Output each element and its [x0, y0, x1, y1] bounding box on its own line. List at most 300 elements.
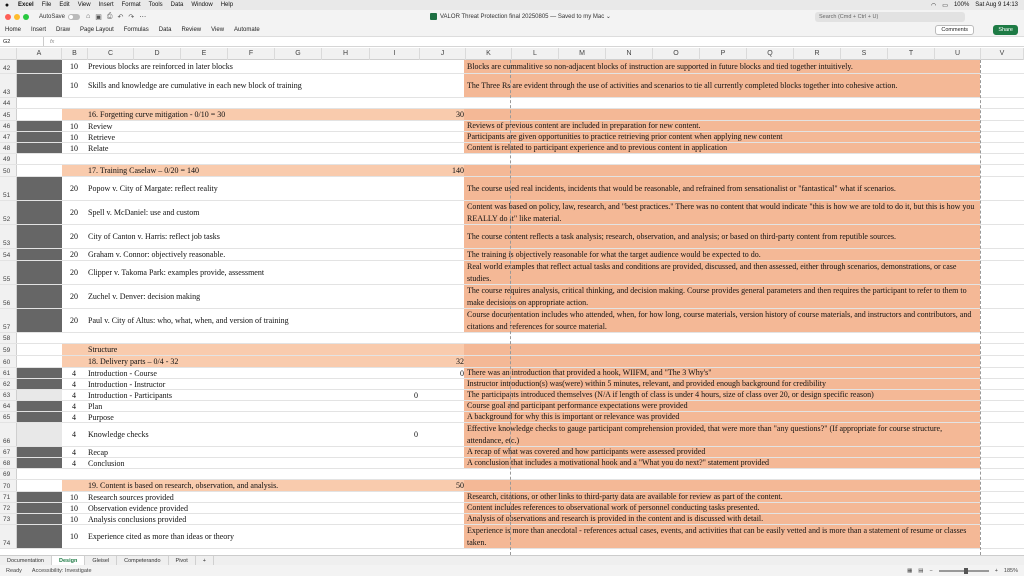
total-cell[interactable]: 0: [460, 368, 464, 378]
name-box[interactable]: G2: [0, 37, 44, 46]
description-cell[interactable]: Content is related to participant experience and to previous content in application: [467, 143, 728, 153]
points-cell[interactable]: 20: [70, 316, 78, 325]
criteria-cell[interactable]: Introduction - Participants: [88, 390, 172, 400]
row-number[interactable]: 63: [0, 390, 17, 400]
points-cell[interactable]: 10: [70, 492, 78, 502]
column-a-fill[interactable]: [17, 503, 62, 513]
column-a-fill[interactable]: [17, 177, 62, 200]
score-cell[interactable]: [370, 60, 418, 73]
column-a-fill[interactable]: [17, 368, 62, 378]
column-header-d[interactable]: D: [134, 48, 181, 60]
column-header-m[interactable]: M: [559, 48, 606, 60]
score-cell[interactable]: [370, 480, 418, 491]
column-header-e[interactable]: E: [181, 48, 228, 60]
total-cell[interactable]: [420, 525, 464, 548]
score-cell[interactable]: [370, 285, 418, 308]
criteria-cell[interactable]: Retrieve: [88, 132, 116, 142]
points-cell[interactable]: 4: [72, 412, 76, 422]
criteria-cell[interactable]: 18. Delivery parts – 0/4 - 32: [88, 357, 179, 366]
redo-icon[interactable]: ↷: [128, 14, 135, 21]
points-cell[interactable]: 4: [72, 447, 76, 457]
total-cell[interactable]: [420, 423, 464, 446]
criteria-cell[interactable]: Introduction - Course: [88, 368, 157, 378]
points-cell[interactable]: 4: [72, 368, 76, 378]
sheet-tab-documentation[interactable]: Documentation: [0, 556, 52, 566]
column-a-fill[interactable]: [17, 225, 62, 248]
total-cell[interactable]: [420, 333, 464, 343]
minimize-window-button[interactable]: [14, 14, 20, 20]
criteria-cell[interactable]: [88, 154, 368, 164]
column-header-n[interactable]: N: [606, 48, 653, 60]
document-title[interactable]: [430, 13, 611, 20]
column-a-fill[interactable]: [17, 201, 62, 224]
total-cell[interactable]: [420, 458, 464, 468]
close-window-button[interactable]: [5, 14, 11, 20]
total-cell[interactable]: [420, 379, 464, 389]
points-cell[interactable]: 10: [70, 121, 78, 131]
column-headers: [0, 48, 1024, 60]
add-sheet-button[interactable]: +: [196, 556, 214, 566]
column-header-k[interactable]: K: [466, 48, 512, 60]
description-cell[interactable]: [466, 469, 980, 479]
menu-view[interactable]: View: [77, 2, 91, 8]
description-cell[interactable]: Content includes references to observational work of personnel conducting tasks presented.: [467, 503, 760, 513]
row-number[interactable]: 51: [0, 177, 17, 200]
column-a-fill[interactable]: [17, 121, 62, 131]
score-cell[interactable]: [370, 333, 418, 343]
criteria-cell[interactable]: Experience cited as more than ideas or theory: [88, 532, 234, 541]
points-cell[interactable]: [62, 480, 86, 491]
sheet-tab-gleisel[interactable]: Gleisel: [85, 556, 117, 566]
column-header-s[interactable]: S: [841, 48, 888, 60]
total-cell[interactable]: [420, 492, 464, 502]
criteria-cell[interactable]: Purpose: [88, 412, 114, 422]
points-cell[interactable]: [62, 469, 86, 479]
row-number[interactable]: 61: [0, 368, 17, 378]
score-cell[interactable]: [370, 309, 418, 332]
menu-data[interactable]: Data: [170, 2, 184, 8]
total-cell[interactable]: [420, 514, 464, 524]
score-cell[interactable]: [370, 121, 418, 131]
row-number[interactable]: 57: [0, 309, 17, 332]
autosave-control[interactable]: [39, 14, 80, 20]
score-cell[interactable]: [370, 154, 418, 164]
points-cell[interactable]: [62, 344, 86, 355]
total-cell[interactable]: [420, 469, 464, 479]
share-button[interactable]: Share: [993, 25, 1018, 35]
criteria-cell[interactable]: City of Canton v. Harris: reflect job tasks: [88, 232, 220, 241]
column-a-fill[interactable]: [17, 285, 62, 308]
row-number[interactable]: 65: [0, 412, 17, 422]
total-cell[interactable]: [420, 261, 464, 284]
description-cell[interactable]: There was an introduction that provided a hook, WIIFM, and "The 3 Why's": [467, 368, 712, 378]
score-cell[interactable]: 0: [414, 390, 418, 400]
criteria-cell[interactable]: [88, 98, 368, 108]
points-cell[interactable]: 10: [70, 62, 78, 71]
points-cell[interactable]: 20: [70, 232, 78, 241]
menu-edit[interactable]: Edit: [59, 2, 70, 8]
description-cell[interactable]: Content was based on policy, law, research, and "best practices." There was no content that would indicate "this is how we are told to do it, but this is how you REALLY do it" like material.: [467, 202, 975, 223]
menu-tools[interactable]: Tools: [148, 2, 163, 8]
page-layout-view-icon[interactable]: ▤: [918, 567, 924, 574]
total-cell[interactable]: [420, 225, 464, 248]
undo-icon[interactable]: ↶: [117, 14, 124, 21]
row-number[interactable]: 45: [0, 109, 17, 120]
column-a-fill[interactable]: [17, 261, 62, 284]
column-header-q[interactable]: Q: [747, 48, 794, 60]
column-a-fill[interactable]: [17, 525, 62, 548]
row-number[interactable]: 53: [0, 225, 17, 248]
total-cell[interactable]: [420, 309, 464, 332]
tab-insert[interactable]: Insert: [31, 27, 47, 33]
points-cell[interactable]: [62, 154, 86, 164]
score-cell[interactable]: [370, 492, 418, 502]
tab-review[interactable]: Review: [181, 27, 202, 33]
total-cell[interactable]: [420, 447, 464, 457]
criteria-cell[interactable]: Clipper v. Takoma Park: examples provide, assessment: [88, 268, 265, 277]
description-cell[interactable]: The participants introduced themselves (N/A if length of class is under 4 hours, size of class over 20, or design specific reason): [467, 390, 874, 400]
criteria-cell[interactable]: Knowledge checks: [88, 430, 149, 439]
row-number[interactable]: 73: [0, 514, 17, 524]
description-cell[interactable]: Course documentation includes who attended, when, for how long, course materials, version history of course materials, and instructors and contributors, and citations and references for source material.: [467, 310, 972, 331]
score-cell[interactable]: [370, 201, 418, 224]
tab-home[interactable]: Home: [5, 27, 22, 33]
column-a-fill[interactable]: [17, 514, 62, 524]
description-cell[interactable]: A recap of what was covered and how participants were assessed provided: [467, 447, 706, 457]
column-a-fill[interactable]: [17, 423, 62, 446]
comments-button[interactable]: Comments: [935, 25, 974, 35]
column-a-fill[interactable]: [17, 458, 62, 468]
total-cell[interactable]: [420, 121, 464, 131]
total-cell[interactable]: [420, 154, 464, 164]
total-cell[interactable]: [420, 285, 464, 308]
criteria-cell[interactable]: 16. Forgetting curve mitigation - 0/10 = 30: [88, 110, 226, 119]
row-number[interactable]: 71: [0, 492, 17, 502]
column-header-l[interactable]: L: [512, 48, 559, 60]
clock[interactable]: Sat Aug 9 14:13: [975, 2, 1018, 8]
menu-format[interactable]: Format: [121, 2, 141, 8]
column-a-fill[interactable]: [17, 401, 62, 411]
criteria-cell[interactable]: Skills and knowledge are cumulative in each new block of training: [88, 81, 302, 90]
row-number[interactable]: 55: [0, 261, 17, 284]
tab-page-layout[interactable]: Page Layout: [80, 27, 114, 33]
row-number[interactable]: 59: [0, 344, 17, 355]
score-cell[interactable]: [370, 458, 418, 468]
score-cell[interactable]: 0: [414, 430, 418, 439]
column-header-o[interactable]: O: [653, 48, 700, 60]
sheet-tab-pivot[interactable]: Pivot: [169, 556, 196, 566]
column-header-i[interactable]: I: [370, 48, 420, 60]
total-cell[interactable]: 30: [456, 110, 464, 119]
tab-automate[interactable]: Automate: [234, 27, 260, 33]
column-header-p[interactable]: P: [700, 48, 747, 60]
total-cell[interactable]: [420, 401, 464, 411]
row-number[interactable]: 60: [0, 356, 17, 367]
criteria-cell[interactable]: Structure: [88, 345, 118, 354]
row-number[interactable]: 54: [0, 249, 17, 260]
column-header-h[interactable]: H: [322, 48, 370, 60]
tab-data[interactable]: Data: [158, 27, 172, 33]
column-header-t[interactable]: T: [888, 48, 935, 60]
column-header-a[interactable]: A: [17, 48, 62, 60]
points-cell[interactable]: 10: [70, 532, 78, 541]
row-number[interactable]: 68: [0, 458, 17, 468]
tab-draw[interactable]: Draw: [56, 27, 71, 33]
points-cell[interactable]: 20: [70, 250, 78, 259]
criteria-cell[interactable]: [88, 333, 368, 343]
score-cell[interactable]: [370, 525, 418, 548]
column-a-fill[interactable]: [17, 132, 62, 142]
menu-insert[interactable]: Insert: [98, 2, 114, 8]
total-cell[interactable]: [420, 412, 464, 422]
criteria-cell[interactable]: Zuchel v. Denver: decision making: [88, 292, 201, 301]
criteria-cell[interactable]: Popow v. City of Margate: reflect reality: [88, 184, 218, 193]
total-cell[interactable]: [420, 60, 464, 73]
column-header-g[interactable]: G: [275, 48, 322, 60]
score-cell[interactable]: [370, 109, 418, 120]
points-cell[interactable]: 20: [70, 184, 78, 193]
column-header-c[interactable]: C: [88, 48, 134, 60]
zoom-in-icon[interactable]: +: [994, 567, 998, 574]
total-cell[interactable]: [420, 143, 464, 153]
score-cell[interactable]: [370, 514, 418, 524]
criteria-cell[interactable]: Research sources provided: [88, 492, 174, 502]
total-cell[interactable]: [420, 74, 464, 97]
description-cell[interactable]: The course used real incidents, incidents that would be reasonable, and refrained from sensationalist or "fantastical" what if scenarios.: [467, 183, 896, 193]
score-cell[interactable]: [370, 98, 418, 108]
sheet-tab-design[interactable]: Design: [52, 556, 85, 566]
accessibility-status[interactable]: Accessibility: Investigate: [31, 567, 92, 574]
criteria-cell[interactable]: Analysis conclusions provided: [88, 514, 187, 524]
row-number[interactable]: 56: [0, 285, 17, 308]
total-cell[interactable]: [420, 201, 464, 224]
zoom-out-icon[interactable]: −: [929, 567, 933, 574]
fx-icon[interactable]: fx: [50, 38, 55, 45]
description-cell[interactable]: Instructor introduction(s) was(were) within 5 minutes, relevant, and provided enough background for credibility: [467, 379, 827, 389]
column-a-fill[interactable]: [17, 249, 62, 260]
score-cell[interactable]: [370, 165, 418, 176]
select-all-corner[interactable]: [0, 48, 17, 60]
row-number[interactable]: 72: [0, 503, 17, 513]
column-header-r[interactable]: R: [794, 48, 841, 60]
criteria-cell[interactable]: Review: [88, 121, 113, 131]
total-cell[interactable]: 32: [456, 357, 464, 366]
row-number[interactable]: 67: [0, 447, 17, 457]
points-cell[interactable]: 10: [70, 81, 78, 90]
total-cell[interactable]: [420, 503, 464, 513]
apple-icon[interactable]: ●: [4, 1, 10, 9]
description-cell[interactable]: Participants are given opportunities to practice retrieving prior content when applying new content: [467, 132, 783, 142]
menu-window[interactable]: Window: [191, 2, 213, 8]
description-cell[interactable]: The course content reflects a task analysis; research, observation, and analysis; or based on third-party content from reputible sources.: [467, 231, 896, 241]
description-cell[interactable]: [466, 480, 980, 491]
criteria-cell[interactable]: [88, 469, 368, 479]
score-cell[interactable]: [370, 344, 418, 355]
description-cell[interactable]: Analysis of observations and research is provided in the content and is discussed with detail.: [467, 514, 764, 524]
column-header-v[interactable]: V: [981, 48, 1024, 60]
total-cell[interactable]: [420, 132, 464, 142]
criteria-cell[interactable]: Previous blocks are reinforced in later blocks: [88, 62, 233, 71]
criteria-cell[interactable]: Plan: [88, 401, 103, 411]
score-cell[interactable]: [370, 379, 418, 389]
total-cell[interactable]: [420, 98, 464, 108]
criteria-cell[interactable]: 17. Training Caselaw – 0/20 = 140: [88, 166, 199, 175]
criteria-cell[interactable]: Recap: [88, 447, 108, 457]
row-number[interactable]: 52: [0, 201, 17, 224]
column-header-u[interactable]: U: [935, 48, 981, 60]
row-number[interactable]: 58: [0, 333, 17, 343]
score-cell[interactable]: [370, 132, 418, 142]
points-cell[interactable]: 10: [70, 143, 78, 153]
column-a-fill[interactable]: [17, 379, 62, 389]
row-number[interactable]: 66: [0, 423, 17, 446]
criteria-cell[interactable]: Introduction - Instructor: [88, 379, 166, 389]
total-cell[interactable]: [420, 249, 464, 260]
points-cell[interactable]: 4: [72, 430, 76, 439]
battery-icon[interactable]: ▭: [942, 2, 948, 9]
points-cell[interactable]: 4: [72, 458, 76, 468]
row-number[interactable]: 74: [0, 525, 17, 548]
criteria-cell[interactable]: Paul v. City of Altus: who, what, when, and version of training: [88, 316, 289, 325]
criteria-cell[interactable]: Observation evidence provided: [88, 503, 188, 513]
column-a-fill[interactable]: [17, 60, 62, 73]
column-a-fill[interactable]: [17, 390, 62, 400]
table-row: [0, 121, 1024, 132]
column-a-fill[interactable]: [17, 492, 62, 502]
sheet-tab-competerando[interactable]: Competerando: [117, 556, 168, 566]
score-cell[interactable]: [370, 401, 418, 411]
normal-view-icon[interactable]: ▦: [907, 567, 913, 574]
points-cell[interactable]: 20: [70, 208, 78, 217]
points-cell[interactable]: [62, 98, 86, 108]
row-number[interactable]: 48: [0, 143, 17, 153]
description-cell[interactable]: [466, 154, 980, 164]
points-cell[interactable]: 10: [70, 503, 78, 513]
description-cell[interactable]: Reviews of previous content are included in preparation for new content.: [467, 121, 701, 131]
row-number[interactable]: 44: [0, 98, 17, 108]
points-cell[interactable]: [62, 109, 86, 120]
description-cell[interactable]: [466, 344, 980, 355]
row-number[interactable]: 47: [0, 132, 17, 142]
description-cell[interactable]: A background for why this is important or relevance was provided: [467, 412, 680, 422]
score-cell[interactable]: [370, 225, 418, 248]
row-number[interactable]: 50: [0, 165, 17, 176]
column-header-b[interactable]: B: [62, 48, 88, 60]
score-cell[interactable]: [370, 368, 418, 378]
total-cell[interactable]: 140: [452, 166, 464, 175]
criteria-cell[interactable]: Relate: [88, 143, 109, 153]
score-cell[interactable]: [370, 143, 418, 153]
autosave-toggle[interactable]: [68, 14, 80, 20]
row-number[interactable]: 70: [0, 480, 17, 491]
row-number[interactable]: 46: [0, 121, 17, 131]
criteria-cell[interactable]: Graham v. Connor: objectively reasonable.: [88, 250, 226, 259]
description-cell[interactable]: The course requires analysis, critical thinking, and decision making. Course provides general parameters and then requires the participant to refer to them to make decisions on appropriate action.: [467, 286, 967, 307]
criteria-cell[interactable]: Conclusion: [88, 458, 125, 468]
column-a-fill[interactable]: [17, 143, 62, 153]
column-a-fill[interactable]: [17, 447, 62, 457]
more-icon[interactable]: ⋯: [139, 14, 147, 21]
wifi-icon[interactable]: ◠: [931, 2, 937, 9]
description-cell[interactable]: [466, 98, 980, 108]
total-cell[interactable]: [420, 344, 464, 355]
column-a-fill[interactable]: [17, 309, 62, 332]
total-cell[interactable]: [420, 390, 464, 400]
points-cell[interactable]: 10: [70, 514, 78, 524]
row-number[interactable]: 49: [0, 154, 17, 164]
column-header-j[interactable]: J: [420, 48, 466, 60]
points-cell[interactable]: 20: [70, 268, 78, 277]
tab-view[interactable]: View: [211, 27, 225, 33]
column-header-f[interactable]: F: [228, 48, 275, 60]
save-icon[interactable]: ▣: [95, 14, 102, 21]
menu-help[interactable]: Help: [220, 2, 234, 8]
description-cell[interactable]: The Three Rs are evident through the use of activities and scenarios to tie all currently completed blocks together into cohesive action.: [467, 80, 898, 90]
row-number[interactable]: 64: [0, 401, 17, 411]
row-number[interactable]: 42: [0, 60, 17, 73]
description-cell[interactable]: Blocks are cummalitive so non-adjacent blocks of instruction are supported in future blocks and tied together intuitively.: [467, 61, 853, 71]
description-cell[interactable]: A conclusion that includes a motivational hook and a "What you do next?" statement provided: [467, 458, 770, 468]
description-cell[interactable]: Experience is more than anecdotal - references actual cases, events, and activities that can be easily vetted and is more than a statement of resume or classes taken.: [467, 526, 967, 547]
zoom-window-button[interactable]: [23, 14, 29, 20]
points-cell[interactable]: 4: [72, 401, 76, 411]
description-cell[interactable]: Effective knowledge checks to gauge participant comprehension provided, that were more than "any questions?" (If appropriate for course structure, attendance, etc.): [467, 424, 943, 445]
score-cell[interactable]: [370, 261, 418, 284]
description-cell[interactable]: [466, 333, 980, 343]
criteria-cell[interactable]: 19. Content is based on research, observation, and analysis.: [88, 481, 279, 490]
points-cell[interactable]: 10: [70, 132, 78, 142]
score-cell[interactable]: [370, 74, 418, 97]
description-cell[interactable]: Research, citations, or other links to third-party data are available for review as part of the content.: [467, 492, 783, 502]
score-cell[interactable]: [370, 356, 418, 367]
column-a-fill[interactable]: [17, 74, 62, 97]
home-icon[interactable]: ⌂: [86, 13, 91, 20]
zoom-slider[interactable]: [939, 570, 989, 572]
points-cell[interactable]: 4: [72, 390, 76, 400]
description-cell[interactable]: Course goal and participant performance expectations were provided: [467, 401, 688, 411]
column-a-fill[interactable]: [17, 412, 62, 422]
points-cell[interactable]: 20: [70, 292, 78, 301]
points-cell[interactable]: [62, 356, 86, 367]
score-cell[interactable]: [370, 249, 418, 260]
row-number[interactable]: 62: [0, 379, 17, 389]
search-input[interactable]: Search (Cmd + Ctrl + U): [815, 12, 965, 22]
menu-file[interactable]: File: [41, 2, 52, 8]
print-icon[interactable]: ⎙: [106, 13, 113, 20]
mac-menu-bar: [0, 0, 1024, 10]
description-cell[interactable]: [466, 109, 980, 120]
description-cell[interactable]: Real world examples that reflect actual tasks and conditions are provided, discussed, and then assessed, either through scenarios, demonstrations, or case studies.: [467, 262, 957, 283]
points-cell[interactable]: [62, 333, 86, 343]
total-cell[interactable]: [420, 177, 464, 200]
tab-formulas[interactable]: Formulas: [123, 27, 149, 33]
total-cell[interactable]: 50: [456, 481, 464, 490]
row-number[interactable]: 69: [0, 469, 17, 479]
score-cell[interactable]: [370, 412, 418, 422]
points-cell[interactable]: [62, 165, 86, 176]
criteria-cell[interactable]: Spell v. McDaniel: use and custom: [88, 208, 200, 217]
description-cell[interactable]: The training is objectively reasonable for what the target audience would be expected to do.: [467, 249, 761, 259]
row-number[interactable]: 43: [0, 74, 17, 97]
score-cell[interactable]: [370, 447, 418, 457]
description-cell[interactable]: [466, 165, 980, 176]
description-cell[interactable]: [466, 356, 980, 367]
menu-app-excel[interactable]: Excel: [18, 2, 34, 8]
points-cell[interactable]: 4: [72, 379, 76, 389]
score-cell[interactable]: [370, 503, 418, 513]
score-cell[interactable]: [370, 469, 418, 479]
score-cell[interactable]: [370, 177, 418, 200]
